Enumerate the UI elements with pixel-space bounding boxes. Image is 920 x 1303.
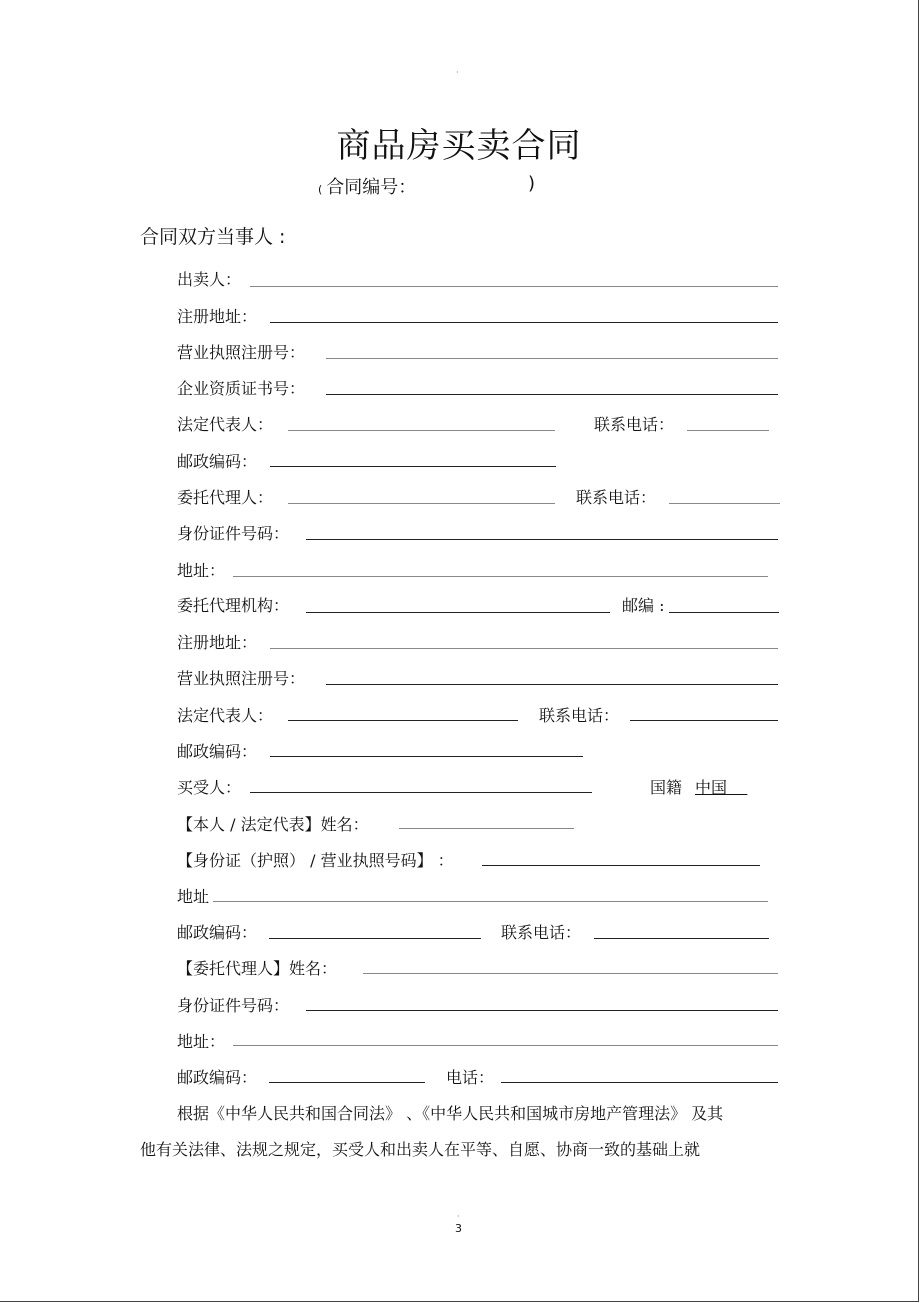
- seller-agent-row: [0, 485, 920, 515]
- buyer-agent-id-row: [0, 993, 920, 1023]
- seller-address-row: [0, 558, 920, 588]
- legal-basis-paragraph-line-2: 他有关法律、法规之规定，买受人和出卖人在平等、自愿、协商一致的基础上就: [140, 1140, 701, 1159]
- seller-phone-field[interactable]: [687, 430, 769, 431]
- buyer-agent-postcode-label: 邮政编码：: [177, 1068, 258, 1087]
- page-number: 3: [455, 1222, 462, 1235]
- contract-number-line: [318, 173, 536, 199]
- buyer-address-field[interactable]: [213, 901, 768, 902]
- seller-address-field[interactable]: [233, 576, 768, 577]
- seller-name-row: [0, 267, 920, 297]
- buyer-name-row: [0, 775, 920, 805]
- contract-number-close-paren: ): [528, 173, 536, 194]
- seller-qualification-label: 企业资质证书号：: [177, 379, 306, 398]
- buyer-postcode-field[interactable]: [269, 938, 481, 939]
- agency-phone-field[interactable]: [630, 720, 778, 721]
- buyer-id-label: 【身份证（护照） / 营业执照号码】 ：: [177, 851, 454, 870]
- seller-license-row: [0, 340, 920, 370]
- scan-mark: ·: [456, 68, 459, 77]
- agency-legal-rep-field[interactable]: [288, 720, 518, 721]
- seller-postcode-field[interactable]: [270, 466, 556, 467]
- seller-reg-address-label: 注册地址：: [177, 307, 258, 326]
- seller-legal-rep-label: 法定代表人：: [177, 415, 274, 434]
- buyer-agent-address-row: [0, 1029, 920, 1059]
- seller-agent-field[interactable]: [288, 503, 555, 504]
- buyer-nationality-label: 国籍: [650, 778, 683, 797]
- buyer-agent-phone-label: 电话：: [446, 1068, 495, 1087]
- seller-legal-rep-row: [0, 412, 920, 442]
- agency-legal-rep-row: [0, 703, 920, 733]
- parties-heading: 合同双方当事人 :: [140, 226, 286, 248]
- seller-legal-rep-field[interactable]: [288, 430, 555, 431]
- document-title: 商品房买卖合同: [336, 126, 582, 166]
- seller-agency-row: [0, 593, 920, 623]
- scan-mark-bottom: ·: [457, 1212, 460, 1221]
- agency-postcode-label: 邮政编码：: [177, 742, 258, 761]
- seller-agent-phone-label: 联系电话：: [576, 488, 657, 507]
- seller-agent-label: 委托代理人：: [177, 488, 274, 507]
- seller-qualification-field[interactable]: [326, 394, 778, 395]
- seller-phone-label: 联系电话：: [594, 415, 675, 434]
- seller-postcode-row: [0, 449, 920, 479]
- buyer-agent-phone-field[interactable]: [501, 1082, 778, 1083]
- seller-postcode-label: 邮政编码：: [177, 452, 258, 471]
- buyer-phone-label: 联系电话：: [501, 923, 582, 942]
- agency-license-row: [0, 666, 920, 696]
- agency-phone-label: 联系电话：: [539, 706, 620, 725]
- buyer-name-label: 买受人：: [177, 778, 242, 797]
- buyer-agent-name-label: 【委托代理人】姓名：: [177, 959, 338, 978]
- buyer-agent-postcode-row: [0, 1065, 920, 1095]
- buyer-agent-postcode-field[interactable]: [269, 1082, 425, 1083]
- agency-legal-rep-label: 法定代表人：: [177, 706, 274, 725]
- agency-reg-address-row: [0, 630, 920, 660]
- buyer-agent-id-label: 身份证件号码：: [177, 996, 290, 1015]
- seller-agent-phone-field[interactable]: [669, 503, 780, 504]
- seller-id-label: 身份证件号码：: [177, 524, 290, 543]
- contract-number-label: 合同编号：: [326, 177, 417, 198]
- seller-address-label: 地址：: [177, 561, 226, 580]
- seller-agency-postcode-label: 邮编 :: [622, 596, 665, 615]
- agency-license-label: 营业执照注册号：: [177, 669, 306, 688]
- seller-agency-field[interactable]: [306, 612, 610, 613]
- buyer-name-field[interactable]: [250, 792, 592, 793]
- seller-qualification-row: [0, 376, 920, 406]
- buyer-postcode-label: 邮政编码：: [177, 923, 258, 942]
- seller-reg-address-field[interactable]: [270, 322, 778, 323]
- buyer-address-label: 地址: [177, 887, 210, 906]
- buyer-address-row: [0, 884, 920, 914]
- buyer-nationality-value: 中国: [695, 778, 728, 797]
- agency-reg-address-field[interactable]: [270, 648, 778, 649]
- seller-name-field[interactable]: [250, 286, 778, 287]
- buyer-agent-id-field[interactable]: [306, 1010, 778, 1011]
- buyer-postcode-row: [0, 920, 920, 950]
- seller-agency-postcode-field[interactable]: [669, 612, 779, 613]
- buyer-id-row: [0, 848, 920, 878]
- buyer-agent-name-row: [0, 956, 920, 986]
- seller-license-label: 营业执照注册号：: [177, 343, 306, 362]
- agency-license-field[interactable]: [326, 684, 778, 685]
- buyer-self-name-row: [0, 812, 920, 842]
- buyer-agent-address-field[interactable]: [233, 1045, 778, 1046]
- buyer-id-field[interactable]: [482, 865, 760, 866]
- seller-license-field[interactable]: [326, 358, 778, 359]
- agency-reg-address-label: 注册地址：: [177, 633, 258, 652]
- buyer-phone-field[interactable]: [594, 938, 769, 939]
- seller-name-label: 出卖人：: [177, 270, 242, 289]
- seller-id-row: [0, 521, 920, 551]
- seller-reg-address-row: [0, 304, 920, 334]
- seller-id-field[interactable]: [306, 539, 778, 540]
- buyer-self-name-field[interactable]: [399, 828, 574, 829]
- legal-basis-paragraph-line-1: 根据《中华人民共和国合同法》 、《中华人民共和国城市房地产管理法》 及其: [177, 1104, 724, 1123]
- agency-postcode-row: [0, 739, 920, 769]
- buyer-agent-address-label: 地址：: [177, 1032, 226, 1051]
- buyer-self-name-label: 【本人 / 法定代表】姓名：: [177, 815, 369, 834]
- seller-agency-label: 委托代理机构：: [177, 596, 290, 615]
- agency-postcode-field[interactable]: [270, 756, 583, 757]
- contract-number-open-paren: (: [318, 183, 323, 196]
- buyer-agent-name-field[interactable]: [363, 973, 778, 974]
